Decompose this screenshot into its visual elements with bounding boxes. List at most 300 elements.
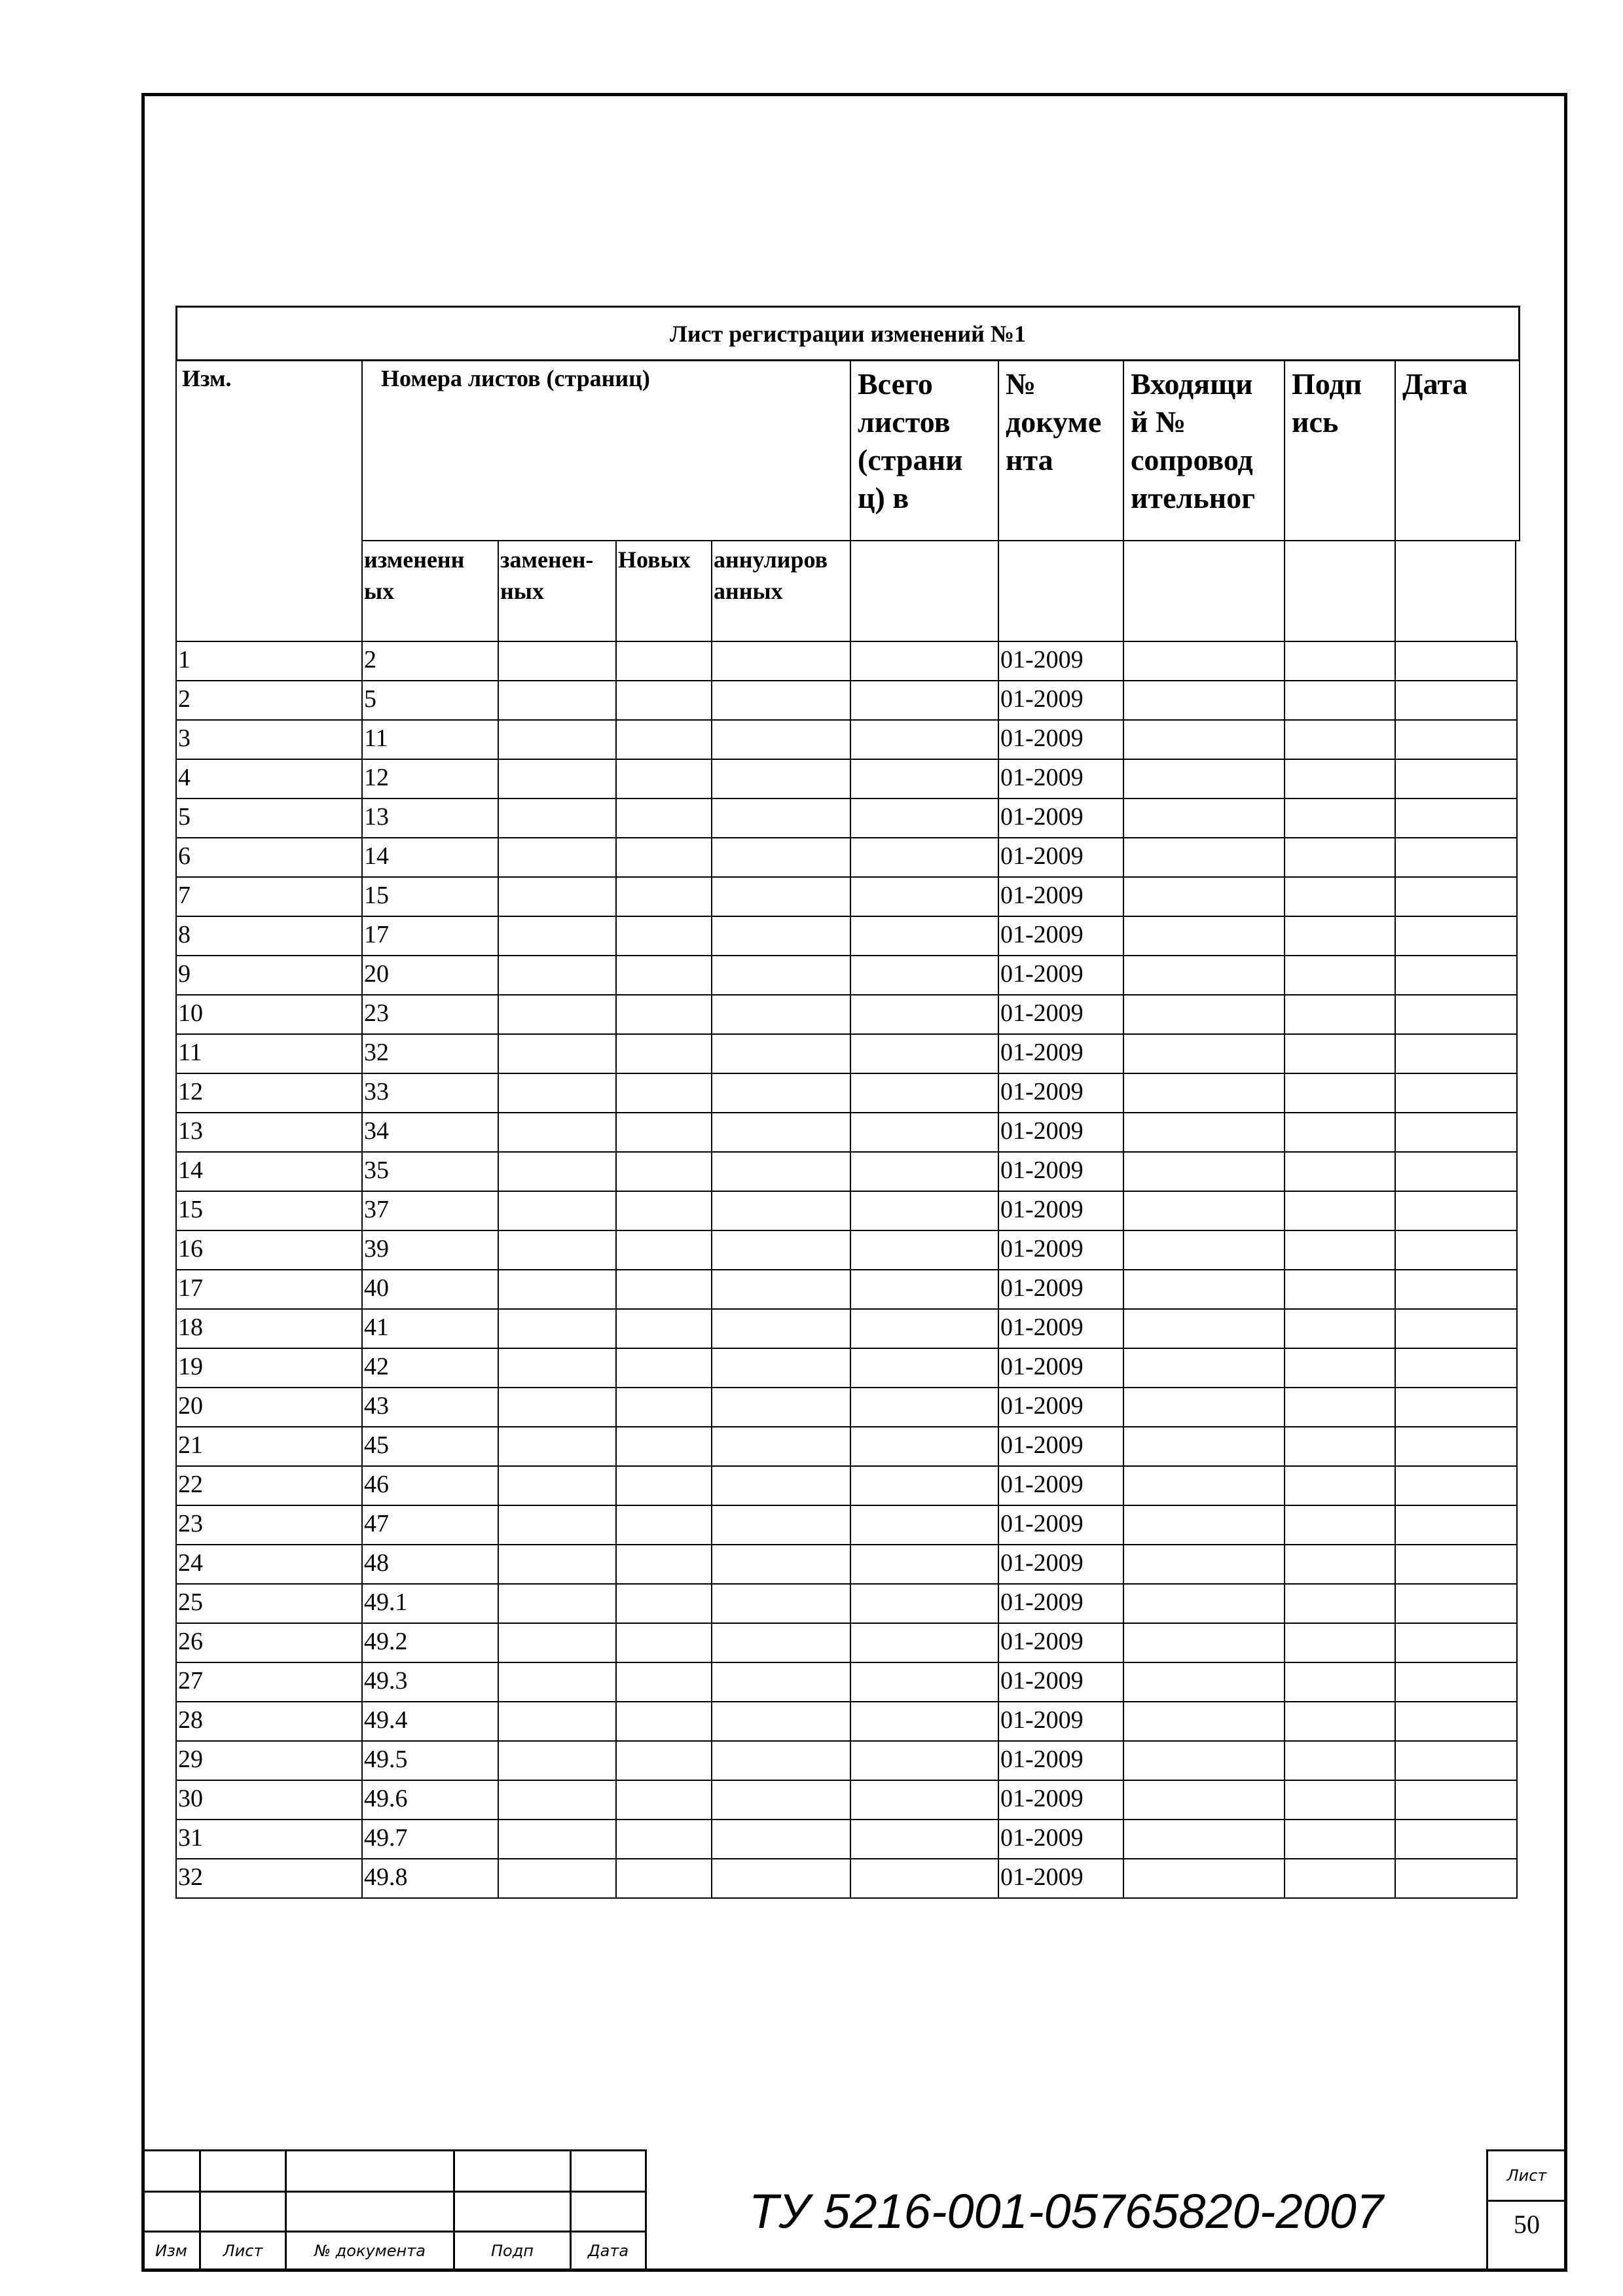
row-changed-sheet: 49.8	[361, 1858, 499, 1899]
subheader-empty	[998, 540, 1124, 642]
row-empty-cell	[615, 837, 712, 878]
title-block-cell	[199, 2149, 287, 2193]
row-empty-cell	[498, 1151, 617, 1192]
row-empty-cell	[498, 1662, 617, 1702]
row-doc-number: 01-2009	[998, 955, 1124, 996]
row-empty-cell	[1395, 1230, 1518, 1270]
row-empty-cell	[1395, 1583, 1518, 1624]
row-empty-cell	[1395, 1191, 1518, 1231]
row-empty-cell	[850, 1112, 999, 1153]
row-empty-cell	[711, 1505, 851, 1545]
document-code: ТУ 5216-001-05765820-2007	[749, 2184, 1383, 2238]
row-empty-cell	[1123, 1308, 1285, 1349]
row-empty-cell	[498, 1073, 617, 1113]
row-empty-cell	[1123, 955, 1285, 996]
row-change-number: 32	[175, 1858, 363, 1899]
row-empty-cell	[1395, 1780, 1518, 1820]
row-empty-cell	[615, 759, 712, 799]
row-empty-cell	[850, 1465, 999, 1506]
row-empty-cell	[1284, 837, 1396, 878]
title-block-label: Лист	[199, 2231, 287, 2272]
row-doc-number: 01-2009	[998, 1426, 1124, 1467]
row-doc-number: 01-2009	[998, 1387, 1124, 1427]
row-empty-cell	[615, 1191, 712, 1231]
header-sign: Подп ись	[1284, 360, 1396, 541]
row-empty-cell	[711, 1623, 851, 1663]
row-empty-cell	[1284, 1858, 1396, 1899]
row-empty-cell	[1284, 1269, 1396, 1310]
title-block-label: Подп	[453, 2231, 572, 2272]
row-changed-sheet: 49.7	[361, 1819, 499, 1859]
row-empty-cell	[1123, 719, 1285, 760]
row-changed-sheet: 20	[361, 955, 499, 996]
title-block-cell	[199, 2191, 287, 2233]
row-empty-cell	[850, 641, 999, 681]
row-empty-cell	[850, 1269, 999, 1310]
row-empty-cell	[711, 798, 851, 838]
table-title: Лист регистрации изменений №1	[175, 306, 1520, 361]
row-doc-number: 01-2009	[998, 1191, 1124, 1231]
header-izm: Изм.	[175, 360, 363, 642]
row-empty-cell	[498, 1033, 617, 1074]
row-empty-cell	[615, 1112, 712, 1153]
row-changed-sheet: 41	[361, 1308, 499, 1349]
row-empty-cell	[1395, 1112, 1518, 1153]
row-change-number: 19	[175, 1348, 363, 1388]
subheader-changed: измененн ых	[361, 540, 499, 642]
row-doc-number: 01-2009	[998, 680, 1124, 721]
row-empty-cell	[711, 1348, 851, 1388]
row-change-number: 20	[175, 1387, 363, 1427]
row-change-number: 24	[175, 1544, 363, 1585]
header-sheet-numbers: Номера листов (страниц)	[361, 360, 851, 541]
row-empty-cell	[615, 798, 712, 838]
row-empty-cell	[1123, 641, 1285, 681]
row-doc-number: 01-2009	[998, 837, 1124, 878]
row-doc-number: 01-2009	[998, 1269, 1124, 1310]
row-empty-cell	[1395, 1269, 1518, 1310]
row-empty-cell	[850, 1544, 999, 1585]
row-doc-number: 01-2009	[998, 1623, 1124, 1663]
row-changed-sheet: 11	[361, 719, 499, 760]
row-empty-cell	[711, 759, 851, 799]
row-empty-cell	[615, 1269, 712, 1310]
row-empty-cell	[498, 837, 617, 878]
row-empty-cell	[615, 1348, 712, 1388]
row-empty-cell	[850, 1387, 999, 1427]
row-changed-sheet: 15	[361, 876, 499, 917]
row-empty-cell	[711, 1230, 851, 1270]
row-empty-cell	[498, 916, 617, 956]
row-empty-cell	[615, 1740, 712, 1781]
row-empty-cell	[615, 1583, 712, 1624]
row-empty-cell	[1395, 1308, 1518, 1349]
subheader-replaced: заменен- ных	[498, 540, 617, 642]
row-empty-cell	[1123, 1269, 1285, 1310]
subheader-empty	[850, 540, 999, 642]
row-change-number: 17	[175, 1269, 363, 1310]
row-empty-cell	[850, 994, 999, 1035]
row-empty-cell	[615, 876, 712, 917]
row-doc-number: 01-2009	[998, 1308, 1124, 1349]
row-empty-cell	[850, 1780, 999, 1820]
row-empty-cell	[498, 1505, 617, 1545]
row-change-number: 4	[175, 759, 363, 799]
row-empty-cell	[498, 1701, 617, 1742]
row-doc-number: 01-2009	[998, 1465, 1124, 1506]
row-change-number: 14	[175, 1151, 363, 1192]
row-empty-cell	[850, 1308, 999, 1349]
row-doc-number: 01-2009	[998, 994, 1124, 1035]
row-empty-cell	[1284, 1701, 1396, 1742]
row-empty-cell	[1123, 1819, 1285, 1859]
title-block-label: № документа	[285, 2231, 455, 2272]
row-empty-cell	[1123, 1505, 1285, 1545]
row-changed-sheet: 2	[361, 641, 499, 681]
row-doc-number: 01-2009	[998, 1348, 1124, 1388]
row-doc-number: 01-2009	[998, 1505, 1124, 1545]
row-empty-cell	[615, 641, 712, 681]
row-changed-sheet: 49.4	[361, 1701, 499, 1742]
row-empty-cell	[711, 1112, 851, 1153]
row-empty-cell	[1123, 1230, 1285, 1270]
row-empty-cell	[1123, 1387, 1285, 1427]
header-doc-no: № докуме нта	[998, 360, 1124, 541]
row-empty-cell	[850, 837, 999, 878]
row-change-number: 12	[175, 1073, 363, 1113]
row-empty-cell	[1123, 994, 1285, 1035]
row-empty-cell	[498, 1387, 617, 1427]
row-empty-cell	[615, 1662, 712, 1702]
row-change-number: 6	[175, 837, 363, 878]
title-block-revisions	[141, 2149, 647, 2272]
row-changed-sheet: 23	[361, 994, 499, 1035]
title-block-cell	[285, 2191, 455, 2233]
row-empty-cell	[1123, 1780, 1285, 1820]
row-empty-cell	[1123, 1623, 1285, 1663]
row-empty-cell	[711, 1269, 851, 1310]
sheet-label: Лист	[1486, 2149, 1567, 2202]
row-empty-cell	[1284, 1348, 1396, 1388]
row-empty-cell	[1123, 1544, 1285, 1585]
row-empty-cell	[1395, 1348, 1518, 1388]
row-empty-cell	[850, 1230, 999, 1270]
row-doc-number: 01-2009	[998, 641, 1124, 681]
row-doc-number: 01-2009	[998, 759, 1124, 799]
row-changed-sheet: 13	[361, 798, 499, 838]
row-empty-cell	[1284, 680, 1396, 721]
row-empty-cell	[615, 1701, 712, 1742]
row-empty-cell	[615, 1073, 712, 1113]
row-empty-cell	[1123, 1151, 1285, 1192]
row-empty-cell	[1284, 1662, 1396, 1702]
row-empty-cell	[615, 1308, 712, 1349]
row-empty-cell	[850, 1701, 999, 1742]
row-changed-sheet: 5	[361, 680, 499, 721]
row-empty-cell	[498, 1269, 617, 1310]
subheader-empty	[1395, 540, 1516, 642]
row-empty-cell	[1284, 1387, 1396, 1427]
row-empty-cell	[1284, 1505, 1396, 1545]
row-empty-cell	[1284, 1780, 1396, 1820]
row-empty-cell	[498, 1623, 617, 1663]
row-empty-cell	[711, 680, 851, 721]
row-empty-cell	[1284, 876, 1396, 917]
row-empty-cell	[1395, 1465, 1518, 1506]
row-changed-sheet: 49.5	[361, 1740, 499, 1781]
row-empty-cell	[498, 1544, 617, 1585]
row-change-number: 28	[175, 1701, 363, 1742]
row-empty-cell	[615, 719, 712, 760]
row-empty-cell	[711, 1819, 851, 1859]
row-empty-cell	[615, 1819, 712, 1859]
row-empty-cell	[615, 1387, 712, 1427]
row-doc-number: 01-2009	[998, 1112, 1124, 1153]
row-change-number: 8	[175, 916, 363, 956]
row-empty-cell	[850, 1191, 999, 1231]
row-empty-cell	[615, 1426, 712, 1467]
row-doc-number: 01-2009	[998, 798, 1124, 838]
row-change-number: 29	[175, 1740, 363, 1781]
row-empty-cell	[1395, 798, 1518, 838]
row-empty-cell	[1395, 680, 1518, 721]
row-empty-cell	[1123, 1583, 1285, 1624]
row-empty-cell	[1284, 759, 1396, 799]
row-empty-cell	[498, 1858, 617, 1899]
row-empty-cell	[1123, 837, 1285, 878]
row-empty-cell	[1123, 1858, 1285, 1899]
row-empty-cell	[1395, 1505, 1518, 1545]
row-changed-sheet: 37	[361, 1191, 499, 1231]
sheet-number: 50	[1486, 2200, 1567, 2272]
row-empty-cell	[1284, 1544, 1396, 1585]
row-empty-cell	[711, 1073, 851, 1113]
row-change-number: 3	[175, 719, 363, 760]
row-empty-cell	[850, 1623, 999, 1663]
row-empty-cell	[498, 994, 617, 1035]
row-empty-cell	[711, 994, 851, 1035]
row-empty-cell	[850, 1858, 999, 1899]
row-empty-cell	[711, 876, 851, 917]
row-empty-cell	[850, 719, 999, 760]
row-changed-sheet: 40	[361, 1269, 499, 1310]
row-empty-cell	[711, 1191, 851, 1231]
row-empty-cell	[615, 1151, 712, 1192]
row-empty-cell	[1395, 1740, 1518, 1781]
row-empty-cell	[1123, 1740, 1285, 1781]
row-empty-cell	[711, 1387, 851, 1427]
row-empty-cell	[711, 1426, 851, 1467]
header-date: Дата	[1395, 360, 1520, 541]
row-empty-cell	[711, 955, 851, 996]
row-empty-cell	[711, 1151, 851, 1192]
row-change-number: 1	[175, 641, 363, 681]
row-empty-cell	[850, 1073, 999, 1113]
row-empty-cell	[1284, 1583, 1396, 1624]
row-empty-cell	[1395, 916, 1518, 956]
row-empty-cell	[1123, 876, 1285, 917]
row-changed-sheet: 33	[361, 1073, 499, 1113]
row-empty-cell	[498, 955, 617, 996]
row-empty-cell	[1395, 837, 1518, 878]
row-empty-cell	[711, 641, 851, 681]
row-empty-cell	[498, 798, 617, 838]
row-doc-number: 01-2009	[998, 1740, 1124, 1781]
row-empty-cell	[850, 759, 999, 799]
row-empty-cell	[498, 1348, 617, 1388]
row-empty-cell	[1123, 1465, 1285, 1506]
row-empty-cell	[850, 1819, 999, 1859]
row-changed-sheet: 17	[361, 916, 499, 956]
row-empty-cell	[1123, 1426, 1285, 1467]
row-empty-cell	[1123, 680, 1285, 721]
row-empty-cell	[1395, 759, 1518, 799]
row-empty-cell	[498, 719, 617, 760]
row-empty-cell	[711, 1858, 851, 1899]
row-empty-cell	[711, 1308, 851, 1349]
row-changed-sheet: 12	[361, 759, 499, 799]
row-empty-cell	[850, 916, 999, 956]
row-changed-sheet: 47	[361, 1505, 499, 1545]
row-empty-cell	[498, 641, 617, 681]
row-change-number: 25	[175, 1583, 363, 1624]
row-empty-cell	[1395, 1858, 1518, 1899]
row-empty-cell	[498, 1740, 617, 1781]
subheader-new: Новых	[615, 540, 712, 642]
row-empty-cell	[1395, 876, 1518, 917]
row-changed-sheet: 49.6	[361, 1780, 499, 1820]
header-incoming: Входящи й № сопровод ительног	[1123, 360, 1285, 541]
row-empty-cell	[1284, 1819, 1396, 1859]
row-changed-sheet: 49.3	[361, 1662, 499, 1702]
row-changed-sheet: 49.1	[361, 1583, 499, 1624]
row-change-number: 9	[175, 955, 363, 996]
title-block-cell	[570, 2149, 647, 2193]
row-changed-sheet: 45	[361, 1426, 499, 1467]
row-empty-cell	[850, 680, 999, 721]
row-empty-cell	[1284, 719, 1396, 760]
row-doc-number: 01-2009	[998, 1544, 1124, 1585]
row-empty-cell	[850, 1348, 999, 1388]
row-change-number: 27	[175, 1662, 363, 1702]
row-empty-cell	[1395, 1701, 1518, 1742]
row-change-number: 2	[175, 680, 363, 721]
row-empty-cell	[1395, 1623, 1518, 1663]
row-empty-cell	[1395, 994, 1518, 1035]
row-empty-cell	[850, 1426, 999, 1467]
row-empty-cell	[1284, 798, 1396, 838]
row-empty-cell	[1395, 1033, 1518, 1074]
row-changed-sheet: 34	[361, 1112, 499, 1153]
row-doc-number: 01-2009	[998, 719, 1124, 760]
row-empty-cell	[1284, 1740, 1396, 1781]
row-empty-cell	[1123, 1662, 1285, 1702]
row-empty-cell	[498, 1191, 617, 1231]
row-empty-cell	[498, 1230, 617, 1270]
row-empty-cell	[1284, 1112, 1396, 1153]
row-changed-sheet: 43	[361, 1387, 499, 1427]
row-changed-sheet: 42	[361, 1348, 499, 1388]
row-empty-cell	[615, 1623, 712, 1663]
row-empty-cell	[1123, 1348, 1285, 1388]
row-empty-cell	[711, 1780, 851, 1820]
row-empty-cell	[1395, 1662, 1518, 1702]
row-empty-cell	[1284, 916, 1396, 956]
row-change-number: 15	[175, 1191, 363, 1231]
row-empty-cell	[711, 1465, 851, 1506]
row-empty-cell	[498, 1819, 617, 1859]
row-empty-cell	[498, 1465, 617, 1506]
row-empty-cell	[498, 1583, 617, 1624]
title-block-cell	[141, 2191, 201, 2233]
row-empty-cell	[711, 837, 851, 878]
row-doc-number: 01-2009	[998, 1701, 1124, 1742]
row-empty-cell	[850, 1740, 999, 1781]
row-doc-number: 01-2009	[998, 1151, 1124, 1192]
row-empty-cell	[1395, 1426, 1518, 1467]
subheader-empty	[1123, 540, 1285, 642]
row-doc-number: 01-2009	[998, 916, 1124, 956]
row-empty-cell	[850, 1662, 999, 1702]
row-empty-cell	[1284, 1230, 1396, 1270]
row-changed-sheet: 46	[361, 1465, 499, 1506]
row-empty-cell	[1395, 641, 1518, 681]
row-empty-cell	[850, 955, 999, 996]
row-empty-cell	[1123, 916, 1285, 956]
row-empty-cell	[615, 1780, 712, 1820]
row-empty-cell	[1284, 1623, 1396, 1663]
row-empty-cell	[615, 1858, 712, 1899]
row-empty-cell	[1284, 994, 1396, 1035]
row-doc-number: 01-2009	[998, 1819, 1124, 1859]
row-doc-number: 01-2009	[998, 1858, 1124, 1899]
row-empty-cell	[1395, 719, 1518, 760]
row-empty-cell	[850, 798, 999, 838]
row-empty-cell	[1123, 1033, 1285, 1074]
row-empty-cell	[498, 759, 617, 799]
row-change-number: 18	[175, 1308, 363, 1349]
row-changed-sheet: 32	[361, 1033, 499, 1074]
row-doc-number: 01-2009	[998, 1230, 1124, 1270]
row-empty-cell	[711, 916, 851, 956]
row-empty-cell	[711, 1662, 851, 1702]
row-empty-cell	[1284, 1465, 1396, 1506]
row-empty-cell	[498, 1780, 617, 1820]
row-change-number: 31	[175, 1819, 363, 1859]
row-empty-cell	[1395, 1387, 1518, 1427]
row-empty-cell	[1395, 1151, 1518, 1192]
row-empty-cell	[498, 680, 617, 721]
row-empty-cell	[615, 680, 712, 721]
subheader-annulled: аннулиров анных	[711, 540, 851, 642]
row-empty-cell	[850, 1033, 999, 1074]
row-change-number: 13	[175, 1112, 363, 1153]
title-block-cell	[141, 2149, 201, 2193]
title-block-cell	[453, 2149, 572, 2193]
row-empty-cell	[615, 1465, 712, 1506]
row-empty-cell	[1284, 1151, 1396, 1192]
row-empty-cell	[615, 916, 712, 956]
header-total: Всего листов (страни ц) в	[850, 360, 999, 541]
row-changed-sheet: 39	[361, 1230, 499, 1270]
row-empty-cell	[615, 1230, 712, 1270]
row-change-number: 23	[175, 1505, 363, 1545]
title-block-label: Изм	[141, 2231, 201, 2272]
row-change-number: 26	[175, 1623, 363, 1663]
row-empty-cell	[711, 1033, 851, 1074]
row-empty-cell	[1395, 955, 1518, 996]
row-empty-cell	[1284, 1191, 1396, 1231]
